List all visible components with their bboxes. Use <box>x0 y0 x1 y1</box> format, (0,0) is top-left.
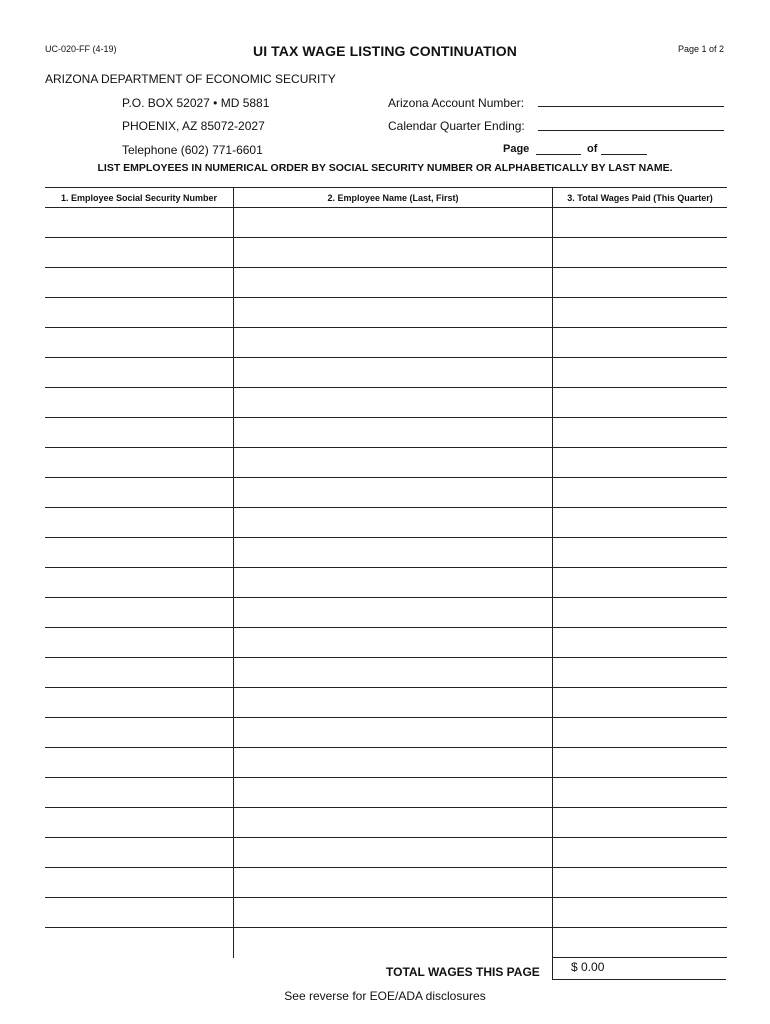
account-number-label: Arizona Account Number: <box>388 96 525 110</box>
table-row <box>45 418 727 448</box>
wages-cell[interactable] <box>553 718 728 748</box>
agency-telephone: Telephone (602) 771-6601 <box>122 143 263 157</box>
wages-cell[interactable] <box>553 778 728 808</box>
wages-cell[interactable] <box>553 628 728 658</box>
table-row <box>45 838 727 868</box>
ssn-cell[interactable] <box>45 388 234 418</box>
table-row <box>45 298 727 328</box>
wages-cell[interactable] <box>553 658 728 688</box>
page-count: Page 1 of 2 <box>677 44 724 54</box>
wages-cell[interactable] <box>553 238 728 268</box>
ssn-cell[interactable] <box>45 718 234 748</box>
table-row <box>45 688 727 718</box>
table-row <box>45 538 727 568</box>
ssn-cell[interactable] <box>45 208 234 238</box>
table-row <box>45 808 727 838</box>
name-cell[interactable] <box>234 538 553 568</box>
name-cell[interactable] <box>234 508 553 538</box>
table-row <box>45 718 727 748</box>
name-cell[interactable] <box>234 208 553 238</box>
ssn-cell[interactable] <box>45 418 234 448</box>
name-cell[interactable] <box>234 448 553 478</box>
wages-cell[interactable] <box>553 328 728 358</box>
table-body <box>45 208 727 958</box>
ssn-cell[interactable] <box>45 268 234 298</box>
form-code: UC-020-FF (4-19) <box>45 44 117 54</box>
table-row <box>45 568 727 598</box>
ssn-cell[interactable] <box>45 238 234 268</box>
table-row <box>45 478 727 508</box>
ssn-cell[interactable] <box>45 448 234 478</box>
name-cell[interactable] <box>234 808 553 838</box>
table-row <box>45 238 727 268</box>
wages-cell[interactable] <box>553 868 728 898</box>
name-cell[interactable] <box>234 418 553 448</box>
quarter-ending-field[interactable] <box>538 130 724 131</box>
table-row <box>45 388 727 418</box>
wage-listing-table <box>45 187 725 958</box>
wages-cell[interactable] <box>553 688 728 718</box>
ssn-cell[interactable] <box>45 598 234 628</box>
table-row <box>45 628 727 658</box>
table-row <box>45 598 727 628</box>
wages-cell[interactable] <box>553 478 728 508</box>
ssn-cell[interactable] <box>45 658 234 688</box>
page-number-field[interactable] <box>536 154 581 155</box>
table-row <box>45 748 727 778</box>
name-cell[interactable] <box>234 838 553 868</box>
table-row <box>45 358 727 388</box>
table-row <box>45 778 727 808</box>
page-total-field[interactable] <box>601 154 647 155</box>
total-wages-value: $ 0.00 <box>571 960 605 974</box>
ssn-cell[interactable] <box>45 898 234 928</box>
wages-cell[interactable] <box>553 208 728 238</box>
table-row <box>45 868 727 898</box>
name-cell[interactable] <box>234 688 553 718</box>
ssn-cell[interactable] <box>45 328 234 358</box>
name-cell[interactable] <box>234 478 553 508</box>
page-label: Page <box>503 143 530 155</box>
wages-cell[interactable] <box>553 568 728 598</box>
table-row <box>45 898 727 928</box>
footer-note: See reverse for EOE/ADA disclosures <box>284 989 486 1003</box>
wages-cell[interactable] <box>553 388 728 418</box>
ssn-cell[interactable] <box>45 538 234 568</box>
agency-address-line2: PHOENIX, AZ 85072-2027 <box>122 119 265 133</box>
name-cell[interactable] <box>234 658 553 688</box>
quarter-ending-label: Calendar Quarter Ending: <box>388 119 525 133</box>
name-cell[interactable] <box>234 388 553 418</box>
wages-cell[interactable] <box>553 358 728 388</box>
of-label: of <box>587 143 598 155</box>
name-cell[interactable] <box>234 238 553 268</box>
name-cell[interactable] <box>234 778 553 808</box>
ssn-cell[interactable] <box>45 688 234 718</box>
ssn-cell[interactable] <box>45 868 234 898</box>
table-header-row <box>45 188 727 208</box>
wages-cell[interactable] <box>553 748 728 778</box>
name-cell[interactable] <box>234 868 553 898</box>
column-header-ssn: 1. Employee Social Security Number <box>45 188 234 208</box>
wages-cell[interactable] <box>553 418 728 448</box>
ssn-cell[interactable] <box>45 568 234 598</box>
agency-address-line1: P.O. BOX 52027 • MD 5881 <box>122 96 270 110</box>
name-cell[interactable] <box>234 568 553 598</box>
ssn-cell[interactable] <box>45 508 234 538</box>
wages-cell[interactable] <box>553 898 728 928</box>
column-header-wages: 3. Total Wages Paid (This Quarter) <box>553 188 728 208</box>
ssn-cell[interactable] <box>45 838 234 868</box>
ssn-cell[interactable] <box>45 748 234 778</box>
ssn-cell[interactable] <box>45 928 234 958</box>
wages-cell[interactable] <box>553 838 728 868</box>
agency-name: ARIZONA DEPARTMENT OF ECONOMIC SECURITY <box>45 72 336 86</box>
form-title: UI TAX WAGE LISTING CONTINUATION <box>252 43 517 59</box>
ssn-cell[interactable] <box>45 778 234 808</box>
table-row <box>45 268 727 298</box>
wages-cell[interactable] <box>553 298 728 328</box>
table-row <box>45 508 727 538</box>
ssn-cell[interactable] <box>45 358 234 388</box>
name-cell[interactable] <box>234 598 553 628</box>
table-row <box>45 448 727 478</box>
account-number-field[interactable] <box>538 106 724 107</box>
wages-cell[interactable] <box>553 268 728 298</box>
column-header-name: 2. Employee Name (Last, First) <box>234 188 553 208</box>
ssn-cell[interactable] <box>45 478 234 508</box>
name-cell[interactable] <box>234 718 553 748</box>
listing-instruction: LIST EMPLOYEES IN NUMERICAL ORDER BY SOCIAL SECURITY NUMBER OR ALPHABETICALLY BY LAST NAME. <box>97 162 673 174</box>
wages-cell[interactable] <box>553 448 728 478</box>
name-cell[interactable] <box>234 298 553 328</box>
ssn-cell[interactable] <box>45 808 234 838</box>
wages-cell[interactable] <box>553 808 728 838</box>
table-row <box>45 328 727 358</box>
ssn-cell[interactable] <box>45 298 234 328</box>
name-cell[interactable] <box>234 268 553 298</box>
table-row <box>45 208 727 238</box>
wages-cell[interactable] <box>553 508 728 538</box>
name-cell[interactable] <box>234 358 553 388</box>
table-row <box>45 658 727 688</box>
wages-cell[interactable] <box>553 598 728 628</box>
name-cell[interactable] <box>234 928 553 958</box>
name-cell[interactable] <box>234 628 553 658</box>
total-wages-label: TOTAL WAGES THIS PAGE <box>386 965 540 979</box>
name-cell[interactable] <box>234 748 553 778</box>
wages-cell[interactable] <box>553 538 728 568</box>
ssn-cell[interactable] <box>45 628 234 658</box>
name-cell[interactable] <box>234 898 553 928</box>
name-cell[interactable] <box>234 328 553 358</box>
